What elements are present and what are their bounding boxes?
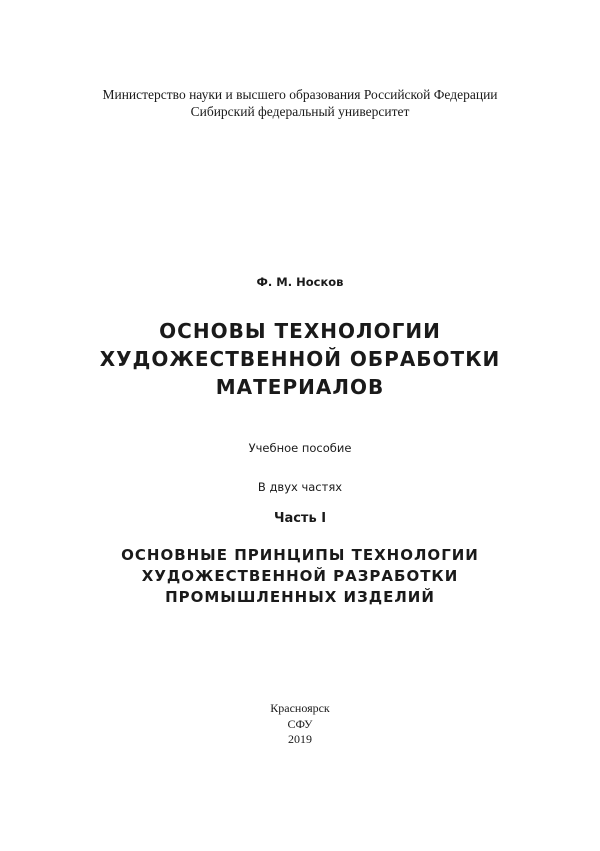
author-name: Ф. М. Носков [256,275,344,289]
parts-note: В двух частях [257,480,343,494]
book-title-line-1: ОСНОВЫ ТЕХНОЛОГИИ [159,319,441,343]
book-title [0,317,600,401]
university-name: Сибирский федеральный университет [190,104,410,119]
imprint-publisher: СФУ [287,716,313,731]
part-title-line-1: ОСНОВНЫЕ ПРИНЦИПЫ ТЕХНОЛОГИИ [121,546,479,564]
part-title [0,545,600,608]
ministry-name: Министерство науки и высшего образования Российской Федерации [102,87,498,102]
imprint-block [0,701,600,748]
institution-block [0,86,600,120]
part-title-line-2: ХУДОЖЕСТВЕННОЙ РАЗРАБОТКИ [141,567,459,585]
part-label: Часть I [273,511,327,526]
book-title-line-2: ХУДОЖЕСТВЕННОЙ ОБРАБОТКИ [99,347,501,371]
book-title-line-3: МАТЕРИАЛОВ [215,375,385,399]
imprint-year: 2019 [288,732,312,746]
part-title-line-3: ПРОМЫШЛЕННЫХ ИЗДЕЛИЙ [165,588,435,606]
book-subtitle: Учебное пособие [248,441,352,455]
imprint-city: Красноярск [270,701,330,715]
